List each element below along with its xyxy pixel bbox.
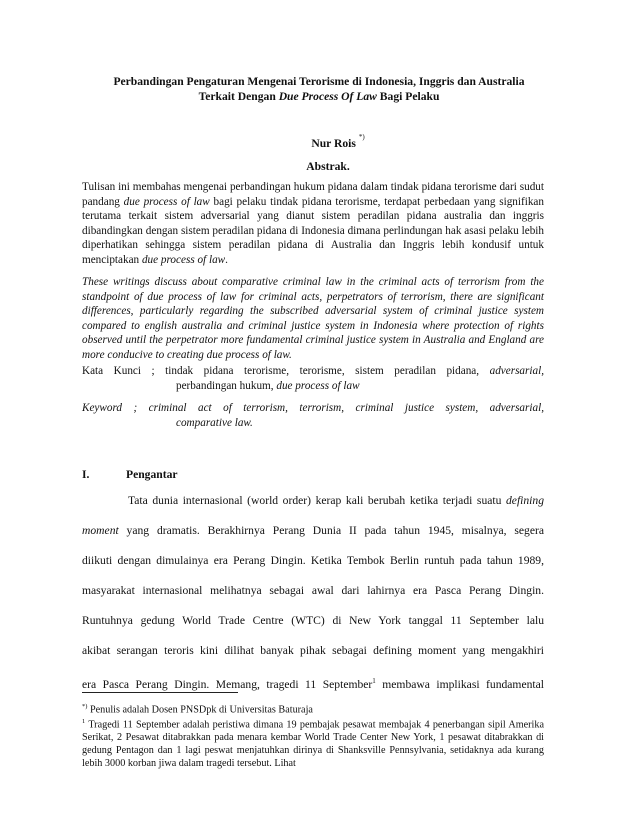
footnote-author-text: Penulis adalah Dosen PNSDpk di Universitas Baturaja (87, 704, 313, 716)
author (268, 133, 408, 150)
keywords-id-line-1-italic: adversarial, (489, 365, 544, 377)
section-title: Pengantar (126, 468, 178, 481)
body-line-7-tail: membawa implikasi fundamental (375, 677, 544, 691)
body-line-7-text: era Pasca Perang Dingin. Memang, tragedi 11 September (82, 677, 373, 691)
abstract-heading: Abstrak. (306, 160, 350, 173)
abstract-indonesian (82, 180, 544, 268)
abstract-id-italic-2: due process of law (141, 253, 226, 266)
keywords-indonesian (82, 364, 544, 393)
title-line-2-italic: Due Process Of Law (278, 90, 377, 103)
abstract-id-part-2: bagi pelaku tindak pidana terorisme, terdapat perbedaan yang signifikan terutama terkait sistem adversarial yang dianut sistem peradilan pidana australia dan inggris dibandingkan dengan sistem peradilan pidana di Indonesia dimana perlindungan hak asasi pelaku lebih diperhatikan sehingga sistem peradilan pidana di Australia dan Inggris lebih kondusif untuk menciptakan (82, 195, 544, 266)
paper-title (96, 74, 542, 104)
keywords-id-line-1 (82, 364, 544, 379)
footnote-ref-1[interactable]: 1 (372, 677, 376, 685)
body-line-1 (82, 494, 544, 524)
body-line-2-italic: moment (82, 524, 119, 537)
abstract-id-italic-1: due process of law (123, 195, 210, 208)
body-line-2 (82, 524, 544, 554)
body-line-4: masyarakat internasional melihatnya sebagai awal dari lahirnya era Pasca Perang Dingin. (82, 584, 544, 597)
body-line-1-italic: defining (506, 494, 544, 507)
author-footnote-mark: *) (358, 133, 365, 141)
author-name: Nur Rois (311, 136, 356, 150)
body-line-1-text: Tata dunia internasional (world order) kerap kali berubah ketika terjadi suatu (128, 494, 506, 507)
title-line-1: Perbandingan Pengaturan Mengenai Terorisme di Indonesia, Inggris dan Australia (113, 75, 525, 88)
abstract-english: These writings discuss about comparative criminal law in the criminal acts of terrorism from the standpoint of due process of law for criminal acts, perpetrators of terrorism, there are significant differences, particularly regarding the subscribed adversarial system of criminal justice system compared to english australia and criminal justice system in Indonesia where protection of rights observed until the perpetrator more fundamental criminal justice system in Australia and England are more conducive to creating due process of law. (82, 276, 544, 361)
footnote-1-text: Tragedi 11 September adalah peristiwa dimana 19 pembajak pesawat membajak 4 penerbangan sipil Amerika Serikat, 2 Pesawat ditabrakkan pada menara kembar World Trade Center New York, 1 pesawat ditabrakkan di gedung Pentagon dan 1 lagi peswat menjatuhkan dirinya di Shanksville Pennsylvania, setidaknya ada kurang lebih 3000 korban jiwa dalam tragedi tersebut. Lihat (82, 719, 544, 769)
abstract-id-end: . (225, 253, 228, 266)
footnote-1-mark: 1 (82, 718, 86, 725)
body-line-7 (82, 674, 544, 704)
section-heading (82, 468, 178, 481)
keywords-id-line-1-text: Kata Kunci ; tindak pidana terorisme, terorisme, sistem peradilan pidana, (82, 365, 490, 377)
body-text (82, 494, 544, 704)
footnote-author-mark: *) (82, 703, 88, 710)
keywords-id-line-2 (82, 379, 544, 394)
footnote-author (82, 701, 544, 717)
keywords-en-line-1: Keyword ; criminal act of terrorism, terrorism, criminal justice system, adversarial, (82, 402, 544, 414)
keywords-english (82, 401, 544, 430)
abstract-id-part-1: Tulisan ini membahas mengenai perbandingan hukum pidana dalam tindak pidana terorisme dari sudut pandang (82, 181, 544, 208)
title-line-2 (96, 89, 542, 104)
keywords-en-line-2: comparative law. (176, 416, 253, 429)
title-line-2-suffix: Bagi Pelaku (376, 90, 440, 103)
body-line-3: diikuti dengan dimulainya era Perang Dingin. Ketika Tembok Berlin runtuh pada tahun 1989, (82, 554, 544, 567)
body-line-2-text: yang dramatis. Berakhirnya Perang Dunia II pada tahun 1945, misalnya, segera (118, 524, 544, 537)
footnote-1 (82, 716, 544, 771)
body-line-5: Runtuhnya gedung World Trade Centre (WTC) di New York tanggal 11 September lalu (82, 614, 544, 627)
section-number: I. (82, 468, 90, 481)
footnote-divider (82, 692, 238, 693)
keywords-id-line-2-italic: due process of law (276, 379, 360, 392)
body-line-6: akibat serangan teroris kini dilihat banyak pihak sebagai defining moment yang mengakhiri (82, 644, 544, 657)
title-line-2-prefix: Terkait Dengan (198, 90, 279, 103)
keywords-id-line-2-text: perbandingan hukum, (176, 379, 277, 392)
